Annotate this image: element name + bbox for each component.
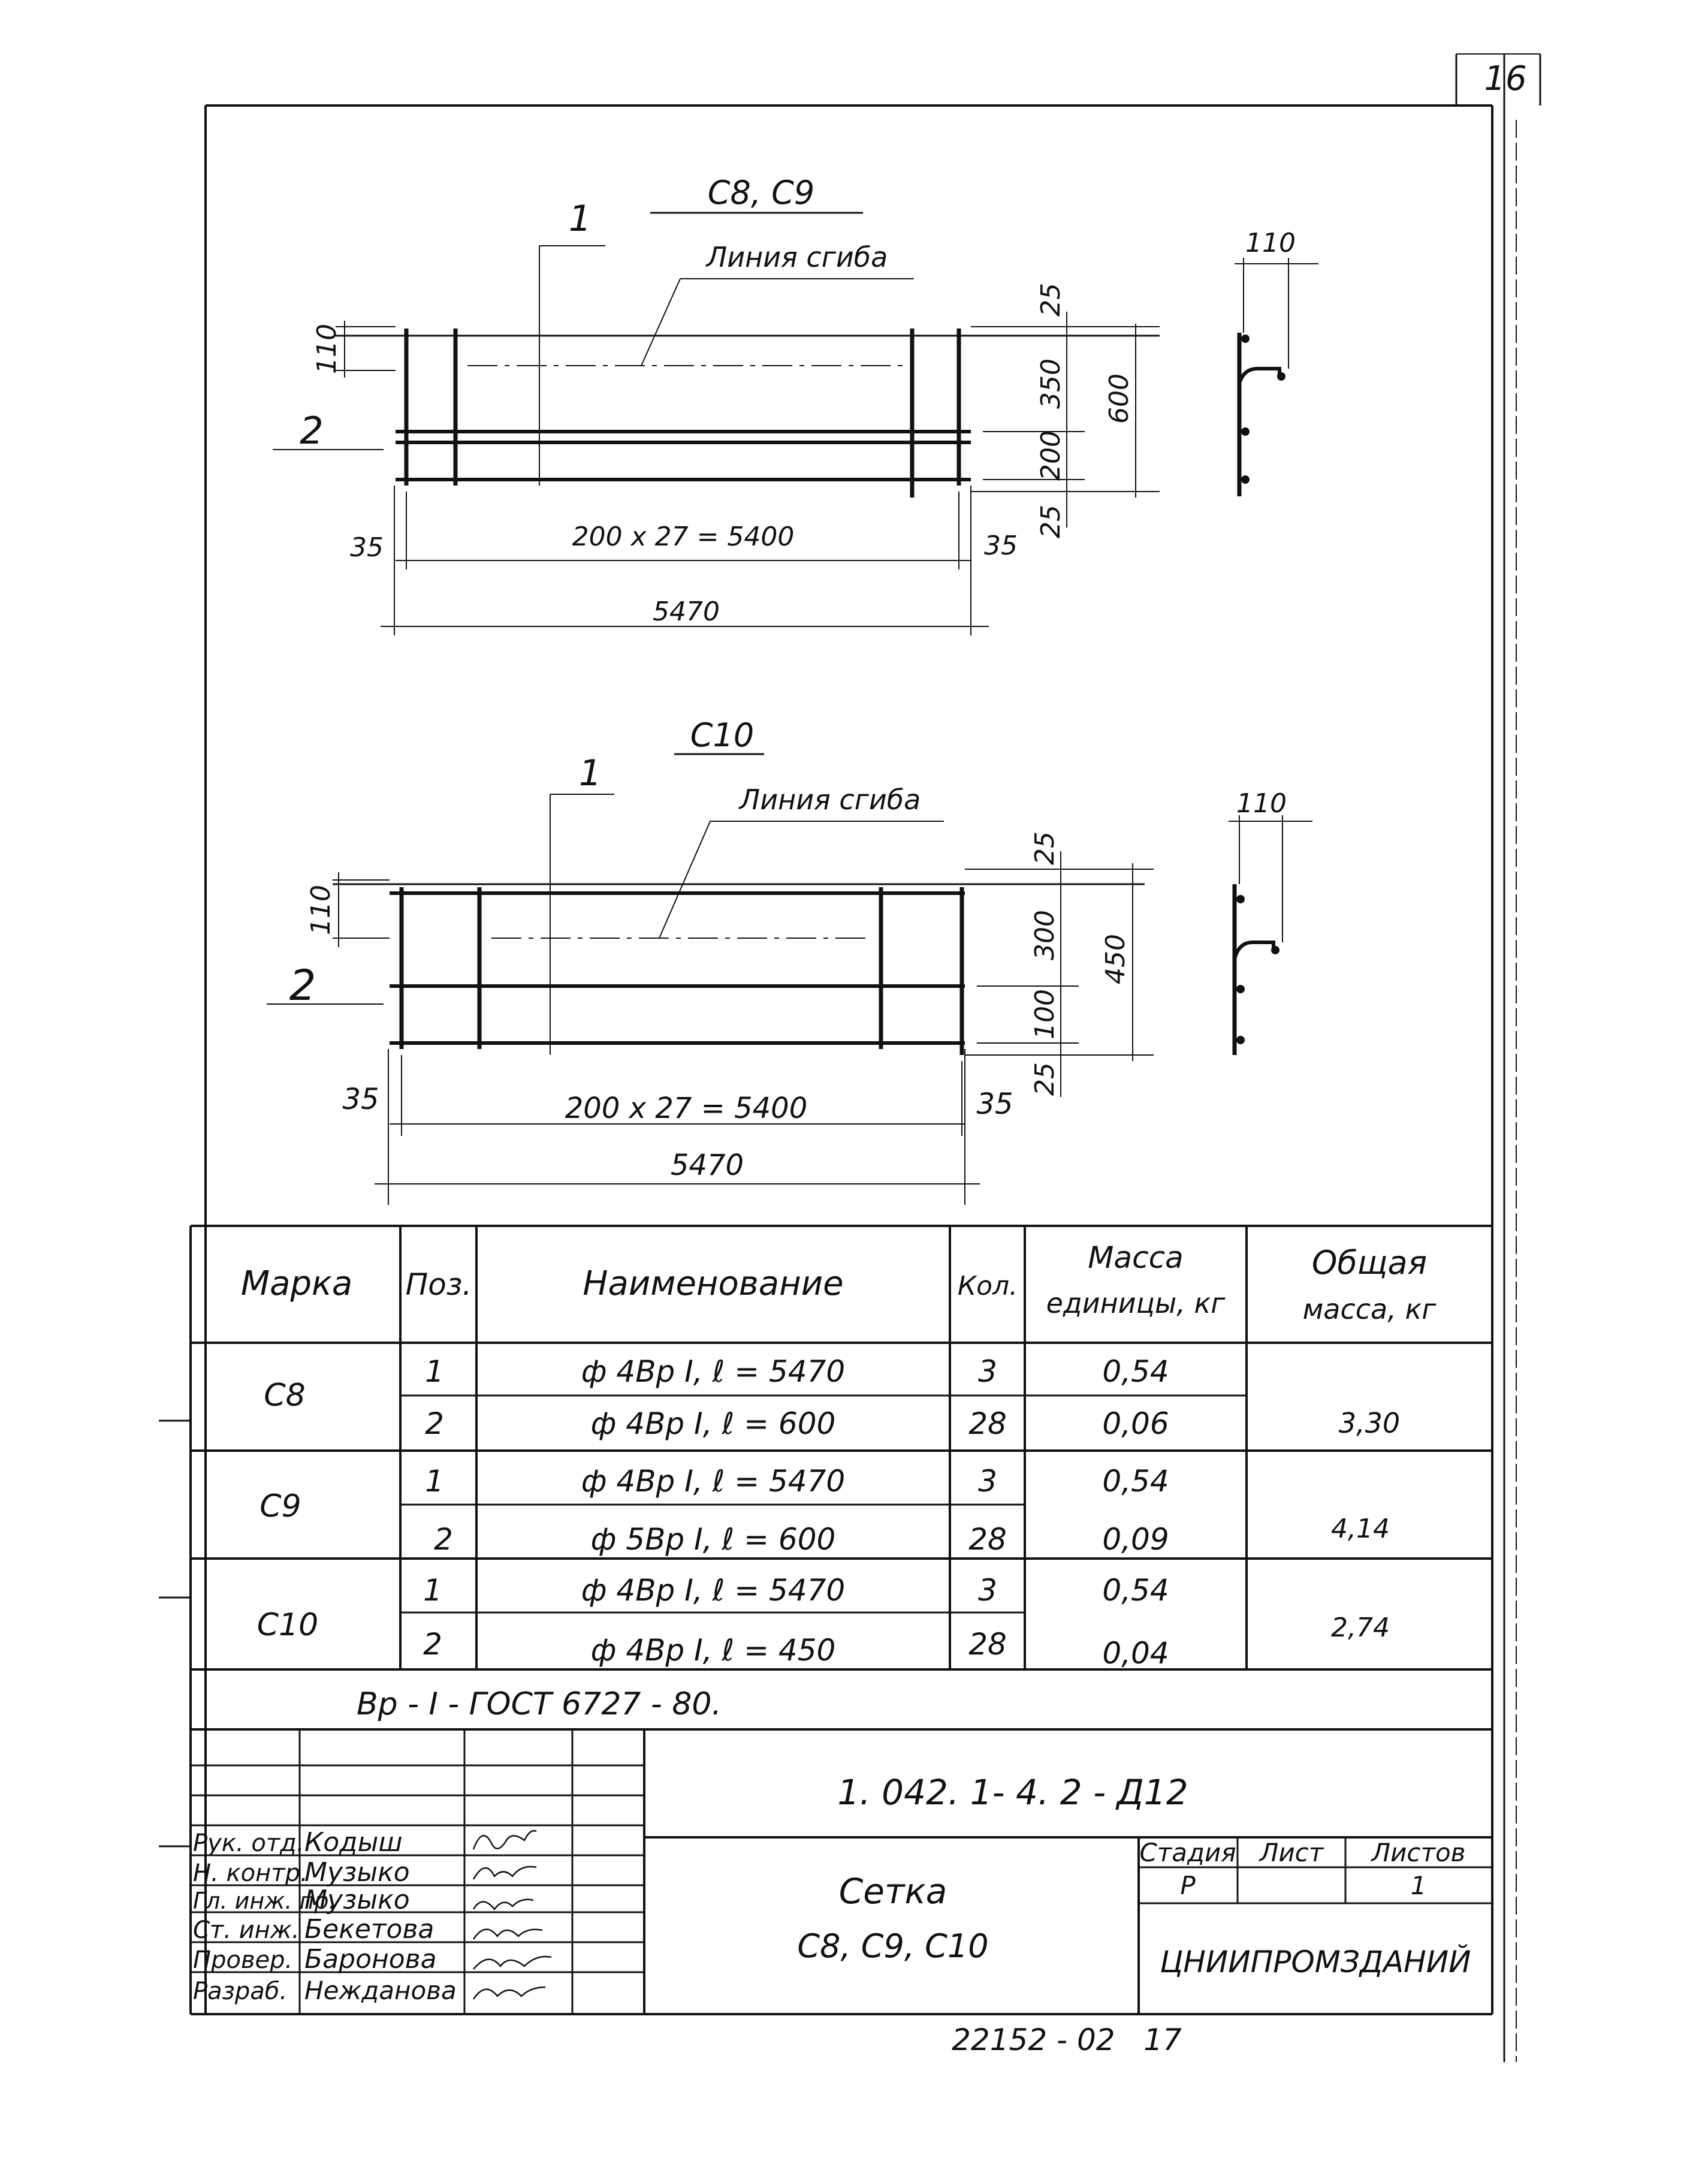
drawing2-spacing: 200 х 27 = 5400	[565, 1092, 808, 1125]
drawing1-pos2: 2	[300, 409, 324, 453]
table-row: 28	[968, 1406, 1007, 1441]
header-total-mass-2: масса, кг	[1302, 1293, 1437, 1325]
stage-label: Стадия	[1139, 1838, 1236, 1867]
table-group-c8	[264, 1354, 1400, 1441]
mesh2-transverse-bars	[402, 887, 962, 1055]
table-row: 0,04	[1102, 1636, 1169, 1671]
drawing1-profile	[1235, 258, 1318, 496]
drawing1-edge-left: 35	[350, 532, 384, 563]
table-row: 3	[978, 1464, 997, 1499]
doc-code: 1. 042. 1- 4. 2 - Д12	[837, 1772, 1188, 1813]
archive-number: 22152 - 02 17	[952, 2023, 1182, 2057]
table-row: ф 4Вр I, ℓ = 5470	[581, 1573, 846, 1608]
drawing1-dim-r1: 25	[1036, 283, 1066, 317]
header-total-mass-1: Общая	[1311, 1244, 1428, 1282]
table-row: 1	[423, 1573, 442, 1608]
stage-value: Р	[1180, 1871, 1196, 1900]
table-row: 1	[425, 1464, 444, 1499]
table-row: ф 4Вр I, ℓ = 5470	[581, 1464, 846, 1499]
mark-c10: С10	[256, 1607, 319, 1643]
table-row: 0,09	[1102, 1522, 1169, 1557]
table-row: 28	[968, 1522, 1007, 1557]
table-row: ф 4Вр I, ℓ = 5470	[581, 1354, 846, 1389]
mark-c9: С9	[259, 1488, 301, 1524]
table-row: ф 4Вр I, ℓ = 600	[590, 1406, 836, 1441]
table-row: ф 4Вр I, ℓ = 450	[590, 1633, 836, 1668]
role-2: Н. контр.	[193, 1859, 308, 1887]
table-row: 1	[425, 1354, 444, 1389]
sheet-number: 16	[1484, 59, 1527, 98]
table-row: 0,54	[1102, 1573, 1169, 1608]
drawing1-dim-r3: 200	[1036, 430, 1066, 481]
drawing1-dim-110: 110	[312, 324, 342, 374]
drawing2-dim-total: 450	[1100, 934, 1131, 984]
name-1: Кодыш	[304, 1827, 403, 1858]
drawing1-dim-r4: 25	[1036, 505, 1066, 538]
drawing2-dim-r3: 100	[1030, 989, 1060, 1039]
name-6: Нежданова	[304, 1976, 457, 2005]
role-4: Ст. инж.	[193, 1916, 300, 1944]
drawing1-title: С8, С9	[707, 174, 815, 212]
sheets-value: 1	[1410, 1871, 1427, 1900]
drawing1-length: 5470	[653, 596, 720, 627]
table-row: 3	[978, 1354, 997, 1389]
total-c8: 3,30	[1338, 1407, 1401, 1439]
drawing1-pos1: 1	[568, 198, 592, 240]
organization: ЦНИИПРОМЗДАНИЙ	[1160, 1945, 1471, 1979]
drawing2-dim-110: 110	[306, 885, 336, 935]
role-6: Разраб.	[193, 1978, 288, 2005]
table-group-c9	[259, 1464, 1390, 1557]
header-unit-mass-2: единицы, кг	[1046, 1287, 1226, 1319]
header-unit-mass-1: Масса	[1088, 1240, 1184, 1275]
header-name: Наименование	[583, 1264, 844, 1303]
role-5: Провер.	[193, 1946, 293, 1974]
table-row: 3	[978, 1573, 997, 1608]
drawing2-title: С10	[690, 716, 755, 754]
drawing1-dim-r2: 350	[1036, 358, 1066, 409]
drawing-c10	[267, 716, 1312, 1205]
drawing2-profile	[1229, 815, 1312, 1055]
sheet-frame	[159, 54, 1540, 2062]
bend-line-label: Линия сгиба	[706, 241, 888, 273]
table-row: 0,54	[1102, 1354, 1169, 1389]
drawing2-dim-r1: 25	[1030, 831, 1060, 865]
name-3: Музыко	[304, 1885, 410, 1915]
table-row: 0,54	[1102, 1464, 1169, 1499]
drawing2-dim-r2: 300	[1030, 910, 1060, 960]
name-2: Музыко	[304, 1857, 410, 1888]
signatures	[193, 1827, 551, 2005]
name-5: Баронова	[304, 1944, 437, 1975]
drawing2-dim-r4: 25	[1030, 1062, 1060, 1096]
drawing2-profile-dim: 110	[1236, 788, 1287, 819]
role-1: Рук. отд.	[193, 1830, 304, 1857]
table-row: 0,06	[1102, 1406, 1169, 1441]
table-row: 2	[423, 1627, 442, 1662]
drawing2-edge-left: 35	[342, 1083, 379, 1116]
mesh2-longitudinal-bars	[333, 884, 1145, 1043]
table-row: 28	[968, 1627, 1007, 1662]
drawing1-spacing: 200 х 27 = 5400	[572, 522, 795, 552]
role-3: Гл. инж. пр.	[193, 1888, 336, 1914]
drawing1-dim-total: 600	[1104, 373, 1134, 424]
drawing-c8-c9	[273, 174, 1318, 635]
drawing2-edge-right: 35	[976, 1087, 1013, 1121]
drawing2-pos1: 1	[578, 752, 602, 794]
header-pos: Поз.	[405, 1267, 472, 1302]
total-c10: 2,74	[1331, 1613, 1390, 1643]
sheets-label: Листов	[1371, 1838, 1466, 1867]
table-row: 2	[434, 1522, 453, 1557]
material-note: Вр - I - ГОСТ 6727 - 80.	[357, 1686, 722, 1722]
name-4: Бекетова	[304, 1914, 434, 1945]
mark-c8: С8	[264, 1378, 306, 1413]
doc-title-1: Сетка	[838, 1871, 947, 1912]
table-row: 2	[425, 1406, 444, 1441]
drawing1-edge-right: 35	[984, 531, 1018, 561]
header-mark: Марка	[240, 1264, 353, 1303]
table-row: ф 5Вр I, ℓ = 600	[590, 1522, 836, 1557]
sheet-label: Лист	[1259, 1838, 1324, 1867]
drawing1-profile-dim: 110	[1245, 228, 1296, 258]
drawing2-pos2: 2	[289, 961, 316, 1010]
total-c9: 4,14	[1331, 1514, 1390, 1544]
header-qty: Кол.	[957, 1271, 1018, 1301]
table-group-c10	[257, 1573, 1390, 1671]
mesh-transverse-bars	[406, 328, 959, 498]
doc-title-2: С8, С9, С10	[797, 1927, 989, 1965]
bend-line-label-2: Линия сгиба	[739, 783, 921, 816]
drawing2-length: 5470	[670, 1149, 744, 1182]
